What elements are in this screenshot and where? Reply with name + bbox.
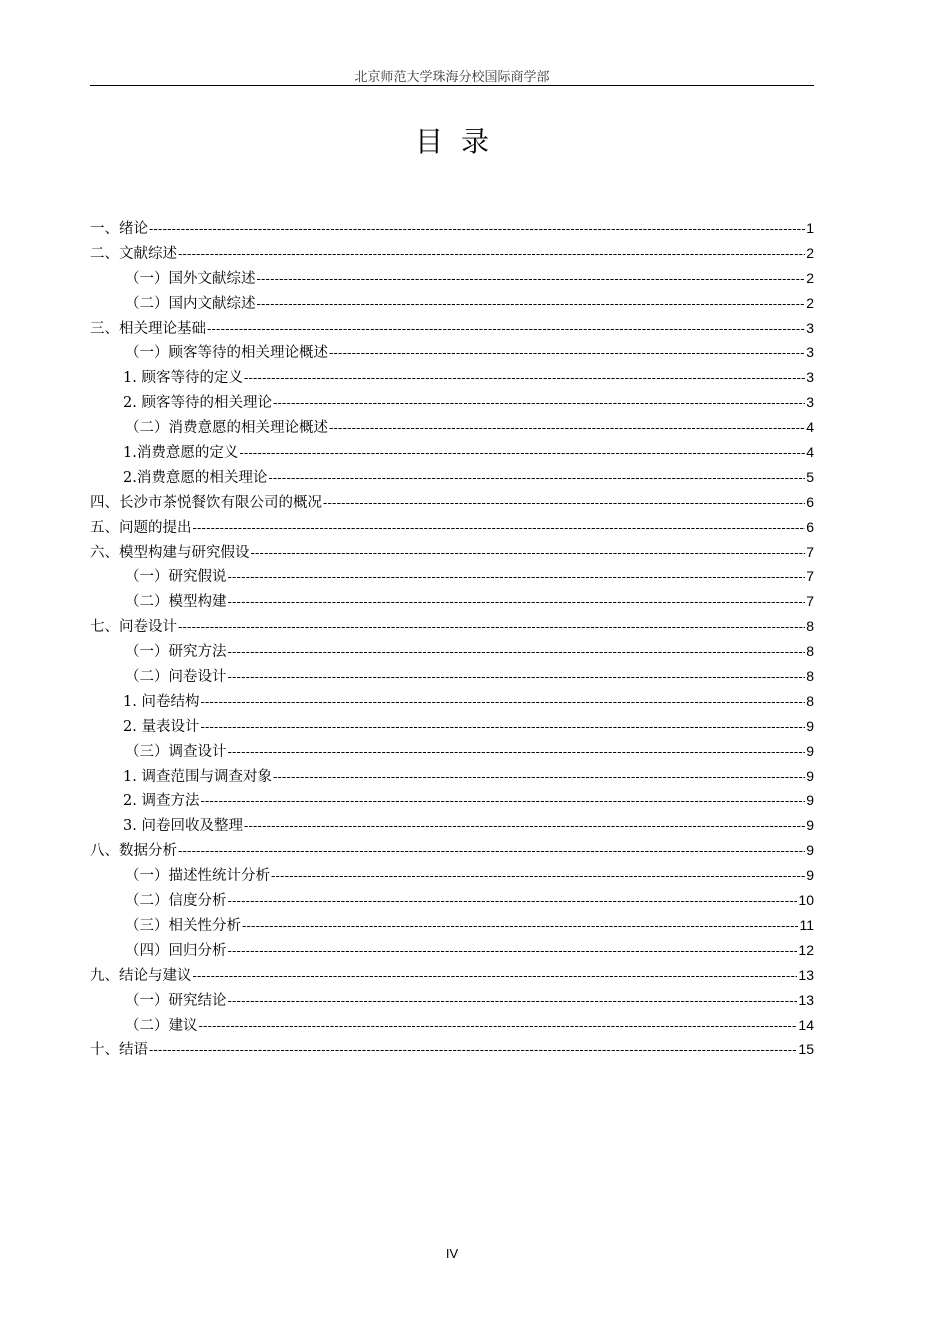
toc-dot-leader bbox=[228, 590, 806, 614]
toc-entry[interactable] bbox=[90, 589, 814, 614]
toc-entry-page: 8 bbox=[806, 692, 814, 709]
toc-entry-label: （二）问卷设计 bbox=[125, 669, 227, 686]
toc-entry-label: （一）研究结论 bbox=[125, 992, 227, 1009]
toc-entry-label: 3. 问卷回收及整理 bbox=[123, 818, 243, 835]
toc-entry[interactable] bbox=[90, 415, 814, 440]
toc-entry[interactable] bbox=[90, 390, 814, 415]
toc-dot-leader bbox=[178, 615, 805, 639]
toc-entry[interactable] bbox=[90, 266, 814, 291]
toc-dot-leader bbox=[207, 317, 805, 341]
toc-dot-leader bbox=[329, 341, 805, 365]
toc-dot-leader bbox=[149, 217, 805, 241]
toc-entry[interactable] bbox=[90, 664, 814, 689]
toc-entry-label: （一）研究假说 bbox=[125, 569, 227, 586]
toc-dot-leader bbox=[273, 391, 805, 415]
toc-dot-leader bbox=[323, 491, 805, 515]
toc-entry-label: 1. 顾客等待的定义 bbox=[123, 370, 243, 387]
toc-entry-label: （三）相关性分析 bbox=[125, 917, 241, 934]
toc-entry-label: （一）研究方法 bbox=[125, 644, 227, 661]
toc-entry-page: 6 bbox=[806, 518, 814, 535]
toc-entry-page: 13 bbox=[798, 991, 814, 1008]
toc-dot-leader bbox=[244, 366, 805, 390]
toc-entry[interactable] bbox=[90, 340, 814, 365]
toc-entry-page: 7 bbox=[806, 593, 814, 610]
toc-entry[interactable] bbox=[90, 291, 814, 316]
toc-dot-leader bbox=[228, 939, 798, 963]
toc-entry-label: 七、问卷设计 bbox=[90, 619, 177, 636]
toc-entry-page: 4 bbox=[806, 419, 814, 436]
toc-entry[interactable] bbox=[90, 614, 814, 639]
toc-entry-page: 2 bbox=[806, 269, 814, 286]
toc-entry-label: 1.消费意愿的定义 bbox=[123, 445, 239, 462]
toc-entry[interactable] bbox=[90, 1013, 814, 1038]
toc-entry-page: 9 bbox=[806, 717, 814, 734]
toc-dot-leader bbox=[193, 516, 806, 540]
toc-entry-label: （二）国内文献综述 bbox=[125, 295, 256, 312]
toc-entry[interactable] bbox=[90, 490, 814, 515]
toc-entry[interactable] bbox=[90, 813, 814, 838]
toc-entry[interactable] bbox=[90, 714, 814, 739]
toc-entry-page: 3 bbox=[806, 319, 814, 336]
toc-dot-leader bbox=[149, 1038, 797, 1062]
toc-entry[interactable] bbox=[90, 1037, 814, 1062]
toc-entry-page: 12 bbox=[798, 941, 814, 958]
toc-entry-label: 十、结语 bbox=[90, 1042, 148, 1059]
toc-entry-label: 2. 顾客等待的相关理论 bbox=[123, 395, 272, 412]
toc-dot-leader bbox=[251, 541, 806, 565]
toc-entry[interactable] bbox=[90, 241, 814, 266]
toc-entry-page: 7 bbox=[806, 543, 814, 560]
page-number: IV bbox=[445, 1246, 459, 1261]
toc-entry-label: 2. 量表设计 bbox=[123, 718, 200, 735]
toc-dot-leader bbox=[273, 765, 805, 789]
toc-entry-label: 1. 问卷结构 bbox=[123, 693, 200, 710]
toc-entry-page: 9 bbox=[806, 842, 814, 859]
toc-entry-page: 8 bbox=[806, 668, 814, 685]
toc-dot-leader bbox=[200, 690, 805, 714]
toc-entry-page: 7 bbox=[806, 568, 814, 585]
toc-entry-page: 3 bbox=[806, 394, 814, 411]
toc-dot-leader bbox=[199, 1014, 798, 1038]
toc-entry-label: （四）回归分析 bbox=[125, 942, 227, 959]
toc-entry-label: （二）消费意愿的相关理论概述 bbox=[125, 420, 328, 437]
toc-entry-label: （二）信度分析 bbox=[125, 893, 227, 910]
toc-entry-label: 二、文献综述 bbox=[90, 245, 177, 262]
toc-entry[interactable] bbox=[90, 739, 814, 764]
toc-dot-leader bbox=[193, 964, 798, 988]
toc-dot-leader bbox=[228, 889, 798, 913]
toc-dot-leader bbox=[244, 814, 805, 838]
toc-dot-leader bbox=[228, 640, 806, 664]
toc-entry-label: 三、相关理论基础 bbox=[90, 320, 206, 337]
toc-entry[interactable] bbox=[90, 540, 814, 565]
toc-entry-label: 2. 调查方法 bbox=[123, 793, 200, 810]
toc-entry-label: 九、结论与建议 bbox=[90, 967, 192, 984]
toc-entry-page: 9 bbox=[806, 767, 814, 784]
toc-entry[interactable] bbox=[90, 913, 814, 938]
table-of-contents bbox=[90, 216, 814, 1062]
toc-entry[interactable] bbox=[90, 564, 814, 589]
toc-entry-label: 六、模型构建与研究假设 bbox=[90, 544, 250, 561]
toc-entry-label: （二）模型构建 bbox=[125, 594, 227, 611]
toc-dot-leader bbox=[257, 267, 806, 291]
toc-entry-page: 5 bbox=[806, 468, 814, 485]
toc-entry[interactable] bbox=[90, 764, 814, 789]
toc-entry[interactable] bbox=[90, 365, 814, 390]
toc-dot-leader bbox=[178, 839, 805, 863]
toc-entry-page: 9 bbox=[806, 817, 814, 834]
toc-entry-page: 8 bbox=[806, 643, 814, 660]
toc-entry-page: 8 bbox=[806, 618, 814, 635]
toc-entry[interactable] bbox=[90, 639, 814, 664]
toc-entry[interactable] bbox=[90, 788, 814, 813]
toc-entry[interactable] bbox=[90, 515, 814, 540]
toc-entry-page: 3 bbox=[806, 344, 814, 361]
toc-entry[interactable] bbox=[90, 838, 814, 863]
toc-entry-label: 五、问题的提出 bbox=[90, 519, 192, 536]
toc-entry[interactable] bbox=[90, 689, 814, 714]
toc-entry[interactable] bbox=[90, 863, 814, 888]
toc-entry[interactable] bbox=[90, 888, 814, 913]
toc-entry-label: （一）国外文献综述 bbox=[125, 270, 256, 287]
toc-dot-leader bbox=[228, 665, 806, 689]
toc-entry-label: 2.消费意愿的相关理论 bbox=[123, 469, 268, 486]
toc-dot-leader bbox=[239, 441, 805, 465]
toc-entry[interactable] bbox=[90, 938, 814, 963]
toc-dot-leader bbox=[329, 416, 805, 440]
toc-dot-leader bbox=[228, 740, 806, 764]
page-header: 北京师范大学珠海分校国际商学部 bbox=[354, 70, 550, 85]
toc-entry-label: （三）调查设计 bbox=[125, 743, 227, 760]
toc-entry-page: 2 bbox=[806, 244, 814, 261]
toc-entry-label: （一）描述性统计分析 bbox=[125, 868, 270, 885]
toc-entry[interactable] bbox=[90, 988, 814, 1013]
toc-entry-label: 四、长沙市茶悦餐饮有限公司的概况 bbox=[90, 494, 322, 511]
toc-entry-page: 4 bbox=[806, 444, 814, 461]
page-title: 目录 bbox=[414, 125, 507, 158]
toc-entry[interactable] bbox=[90, 440, 814, 465]
toc-dot-leader bbox=[257, 292, 806, 316]
toc-entry-page: 15 bbox=[798, 1041, 814, 1058]
toc-entry[interactable] bbox=[90, 465, 814, 490]
toc-dot-leader bbox=[178, 242, 805, 266]
toc-entry-page: 2 bbox=[806, 294, 814, 311]
toc-entry-page: 9 bbox=[806, 792, 814, 809]
toc-entry-page: 6 bbox=[806, 493, 814, 510]
header-rule bbox=[90, 85, 814, 86]
toc-entry[interactable] bbox=[90, 963, 814, 988]
toc-entry-page: 14 bbox=[798, 1016, 814, 1033]
toc-entry-page: 13 bbox=[798, 966, 814, 983]
toc-dot-leader bbox=[268, 466, 805, 490]
toc-entry-page: 9 bbox=[806, 867, 814, 884]
toc-dot-leader bbox=[200, 715, 805, 739]
toc-dot-leader bbox=[228, 989, 798, 1013]
toc-entry-label: （一）顾客等待的相关理论概述 bbox=[125, 345, 328, 362]
toc-entry-label: （二）建议 bbox=[125, 1017, 198, 1034]
toc-entry-page: 10 bbox=[798, 892, 814, 909]
toc-entry-page: 3 bbox=[806, 369, 814, 386]
toc-dot-leader bbox=[228, 565, 806, 589]
toc-dot-leader bbox=[271, 864, 805, 888]
toc-entry[interactable] bbox=[90, 216, 814, 241]
toc-entry-page: 1 bbox=[806, 220, 814, 236]
toc-entry-label: 1. 调查范围与调查对象 bbox=[123, 768, 272, 785]
toc-dot-leader bbox=[242, 914, 798, 938]
toc-dot-leader bbox=[200, 789, 805, 813]
toc-entry-label: 八、数据分析 bbox=[90, 843, 177, 860]
toc-entry-page: 9 bbox=[806, 742, 814, 759]
toc-entry[interactable] bbox=[90, 316, 814, 341]
toc-entry-label: 一、绪论 bbox=[90, 221, 148, 237]
toc-entry-page: 11 bbox=[799, 916, 814, 933]
